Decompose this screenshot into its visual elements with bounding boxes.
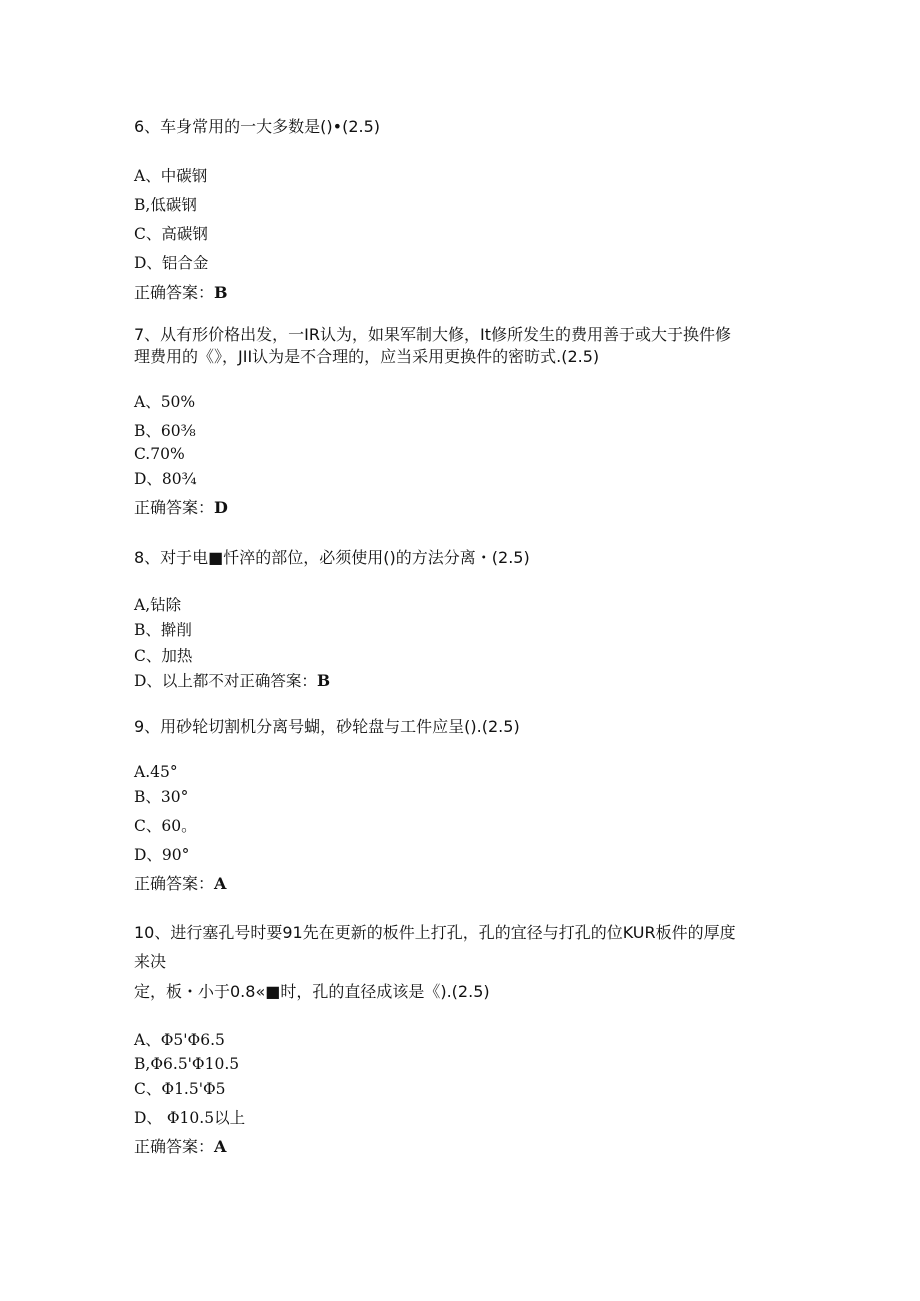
question-10-text-line2: 来决: [134, 952, 167, 971]
question-10-text-line3: 定，板・小于0.8«■时，孔的直径成该是《).(2.5): [134, 982, 490, 1001]
q10-option-d: D、 Φ10.5以上: [134, 1109, 246, 1127]
q8-option-c: C、加热: [134, 647, 193, 665]
q9-option-d: D、90°: [134, 846, 190, 864]
question-7-text-line2: 理费用的《》，JII认为是不合理的，应当采用更换件的密昉式.(2.5): [134, 347, 600, 366]
q10-answer: [134, 1137, 226, 1157]
answer-label: 正确答案：: [134, 1137, 215, 1156]
q7-answer: [134, 498, 228, 518]
q7-option-d: D、80¾: [134, 470, 197, 488]
q8-option-a: A,钻除: [134, 596, 182, 614]
q10-option-c: C、Φ1.5'Φ5: [134, 1080, 226, 1098]
answer-value: B: [316, 671, 331, 690]
q7-option-b: B、60⅜: [134, 422, 196, 440]
q7-option-c: C.70%: [134, 445, 185, 463]
answer-value: D: [214, 498, 228, 517]
q10-option-a: A、Φ5'Φ6.5: [134, 1031, 225, 1049]
q9-option-a: A.45°: [134, 763, 178, 781]
q6-option-b: B,低碳钢: [134, 196, 197, 214]
answer-value: A: [214, 874, 227, 893]
question-6-text: 6、车身常用的一大多数是()•(2.5): [134, 117, 381, 136]
question-10-text-line1: 10、进行塞孔号时要91先在更新的板件上打孔，孔的宜径与打孔的位KUR板件的厚度: [134, 923, 736, 942]
q6-option-a: A、中碳钢: [134, 167, 208, 185]
q9-option-c: C、60。: [134, 817, 197, 835]
answer-label: 正确答案：: [134, 874, 215, 893]
q8-option-d-with-answer: [134, 671, 330, 691]
answer-label: 正确答案：: [134, 498, 215, 517]
q7-option-a: A、50%: [134, 393, 196, 411]
answer-value: B: [214, 283, 228, 302]
answer-value: A: [214, 1137, 227, 1156]
question-8-text: 8、对于电■忏淬的部位，必须使用()的方法分离・(2.5): [134, 548, 530, 567]
option-text: D、以上都不对正确答案：: [134, 672, 317, 690]
answer-label: 正确答案：: [134, 283, 215, 302]
q8-option-b: B、擀削: [134, 621, 192, 639]
question-7-text-line1: 7、从有形价格出发，一IR认为，如果军制大修，It修所发生的费用善于或大于换件修: [134, 325, 732, 344]
q6-answer: [134, 283, 228, 303]
q9-answer: [134, 874, 226, 894]
q6-option-d: D、铝合金: [134, 254, 209, 272]
question-9-text: 9、用砂轮切割机分离号蝴，砂轮盘与工件应呈().(2.5): [134, 717, 520, 736]
q10-option-b: B,Φ6.5'Φ10.5: [134, 1055, 240, 1073]
q9-option-b: B、30°: [134, 788, 189, 806]
q6-option-c: C、高碳钢: [134, 225, 208, 243]
